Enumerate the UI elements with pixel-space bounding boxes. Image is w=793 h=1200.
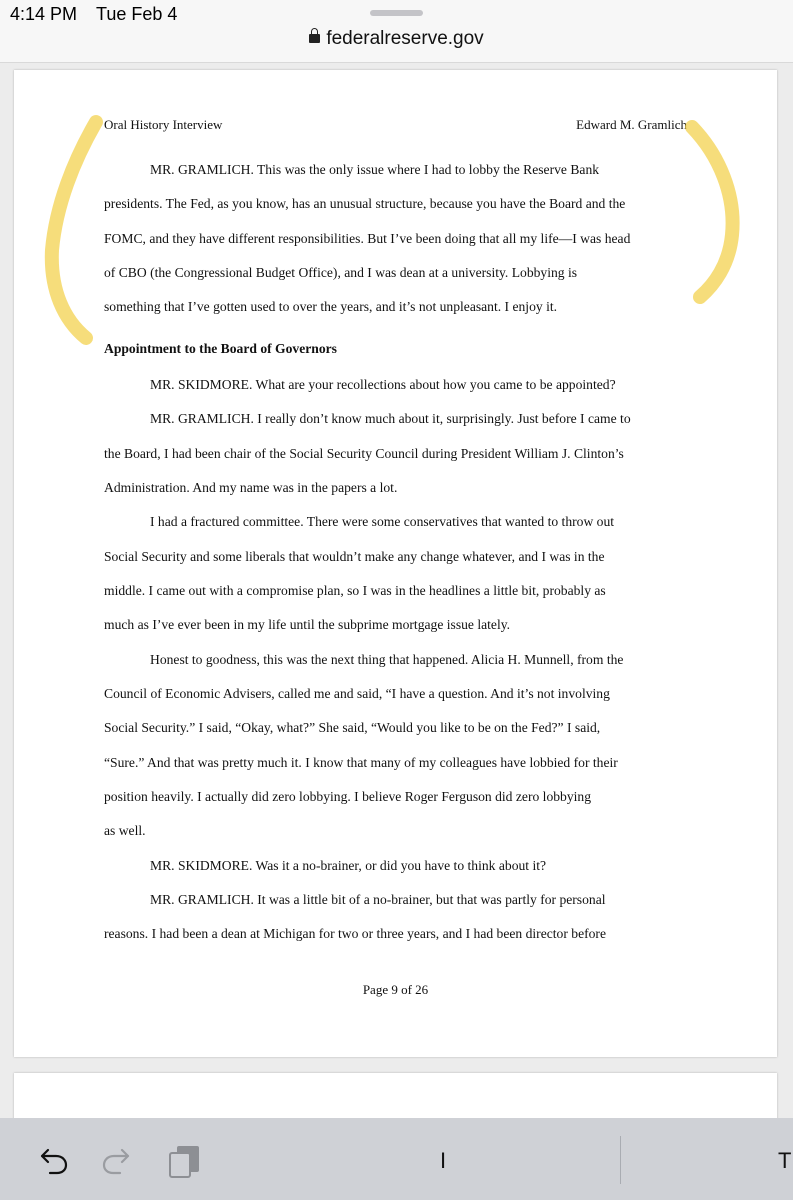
text-line: the Board, I had been chair of the Social Security Council during President William J. Clinton’s	[104, 446, 624, 461]
text-line: “Sure.” And that was pretty much it. I know that many of my colleagues have lobbied for their	[104, 755, 618, 770]
highlight-mark-right	[674, 115, 754, 315]
text-line: MR. GRAMLICH. It was a little bit of a no-brainer, but that was partly for personal	[150, 892, 606, 907]
lock-icon	[309, 34, 320, 43]
text-cursor-glyph: I	[440, 1148, 447, 1173]
text-line: Council of Economic Advisers, called me and said, “I have a question. And it’s not involving	[104, 686, 610, 701]
text-line: Social Security.” I said, “Okay, what?” She said, “Would you like to be on the Fed?” I said,	[104, 720, 601, 735]
text-line: Honest to goodness, this was the next thing that happened. Alicia H. Munnell, from the	[150, 652, 624, 667]
multitasking-grabber[interactable]	[370, 10, 423, 16]
redo-button[interactable]	[98, 1140, 138, 1180]
redo-icon	[98, 1140, 138, 1180]
text-line: as well.	[104, 823, 146, 838]
url-text: federalreserve.gov	[326, 28, 484, 49]
text-line: MR. GRAMLICH. This was the only issue where I had to lobby the Reserve Bank	[150, 162, 600, 177]
text-line: something that I’ve gotten used to over the years, and it’s not unpleasant. I enjoy it.	[104, 299, 558, 314]
toolbar-divider	[620, 1136, 621, 1184]
bottom-toolbar	[0, 1118, 793, 1200]
text-line: MR. SKIDMORE. What are your recollections about how you came to be appointed?	[150, 377, 616, 392]
undo-icon	[32, 1140, 72, 1180]
text-line: MR. SKIDMORE. Was it a no-brainer, or did you have to think about it?	[150, 858, 547, 873]
running-header-right: Edward M. Gramlich	[576, 117, 687, 132]
undo-button[interactable]	[32, 1140, 72, 1180]
status-bar	[0, 0, 793, 63]
text-line: position heavily. I actually did zero lobbying. I believe Roger Ferguson did zero lobbying	[104, 789, 592, 804]
text-line: presidents. The Fed, as you know, has an unusual structure, because you have the Board and the	[104, 196, 626, 211]
text-line: I had a fractured committee. There were some conservatives that wanted to throw out	[150, 514, 615, 529]
text-line: much as I’ve ever been in my life until the subprime mortgage issue lately.	[104, 617, 511, 632]
paste-button[interactable]	[165, 1140, 205, 1180]
clipboard-icon	[165, 1140, 205, 1180]
text-line: of CBO (the Congressional Budget Office), and I was dean at a university. Lobbying is	[104, 265, 578, 280]
status-time: 4:14 PM	[10, 4, 78, 24]
text-line: reasons. I had been a dean at Michigan for two or three years, and I had been director before	[104, 926, 606, 941]
document-page	[14, 70, 777, 1057]
section-heading: Appointment to the Board of Governors	[104, 341, 337, 356]
text-line: MR. GRAMLICH. I really don’t know much about it, surprisingly. Just before I came to	[150, 411, 631, 426]
address-bar[interactable]	[0, 28, 793, 50]
text-line: Social Security and some liberals that wouldn’t make any change whatever, and I was in the	[104, 549, 605, 564]
text-line: Administration. And my name was in the papers a lot.	[104, 480, 398, 495]
highlight-mark-left	[34, 110, 114, 350]
text-format-glyph[interactable]: T	[778, 1148, 792, 1173]
running-header-left: Oral History Interview	[104, 117, 223, 132]
page-number: Page 9 of 26	[362, 982, 429, 997]
text-line: FOMC, and they have different responsibilities. But I’ve been doing that all my life—I was head	[104, 231, 631, 246]
status-date: Tue Feb 4	[96, 4, 178, 24]
text-line: middle. I came out with a compromise plan, so I was in the headlines a little bit, probably as	[104, 583, 606, 598]
